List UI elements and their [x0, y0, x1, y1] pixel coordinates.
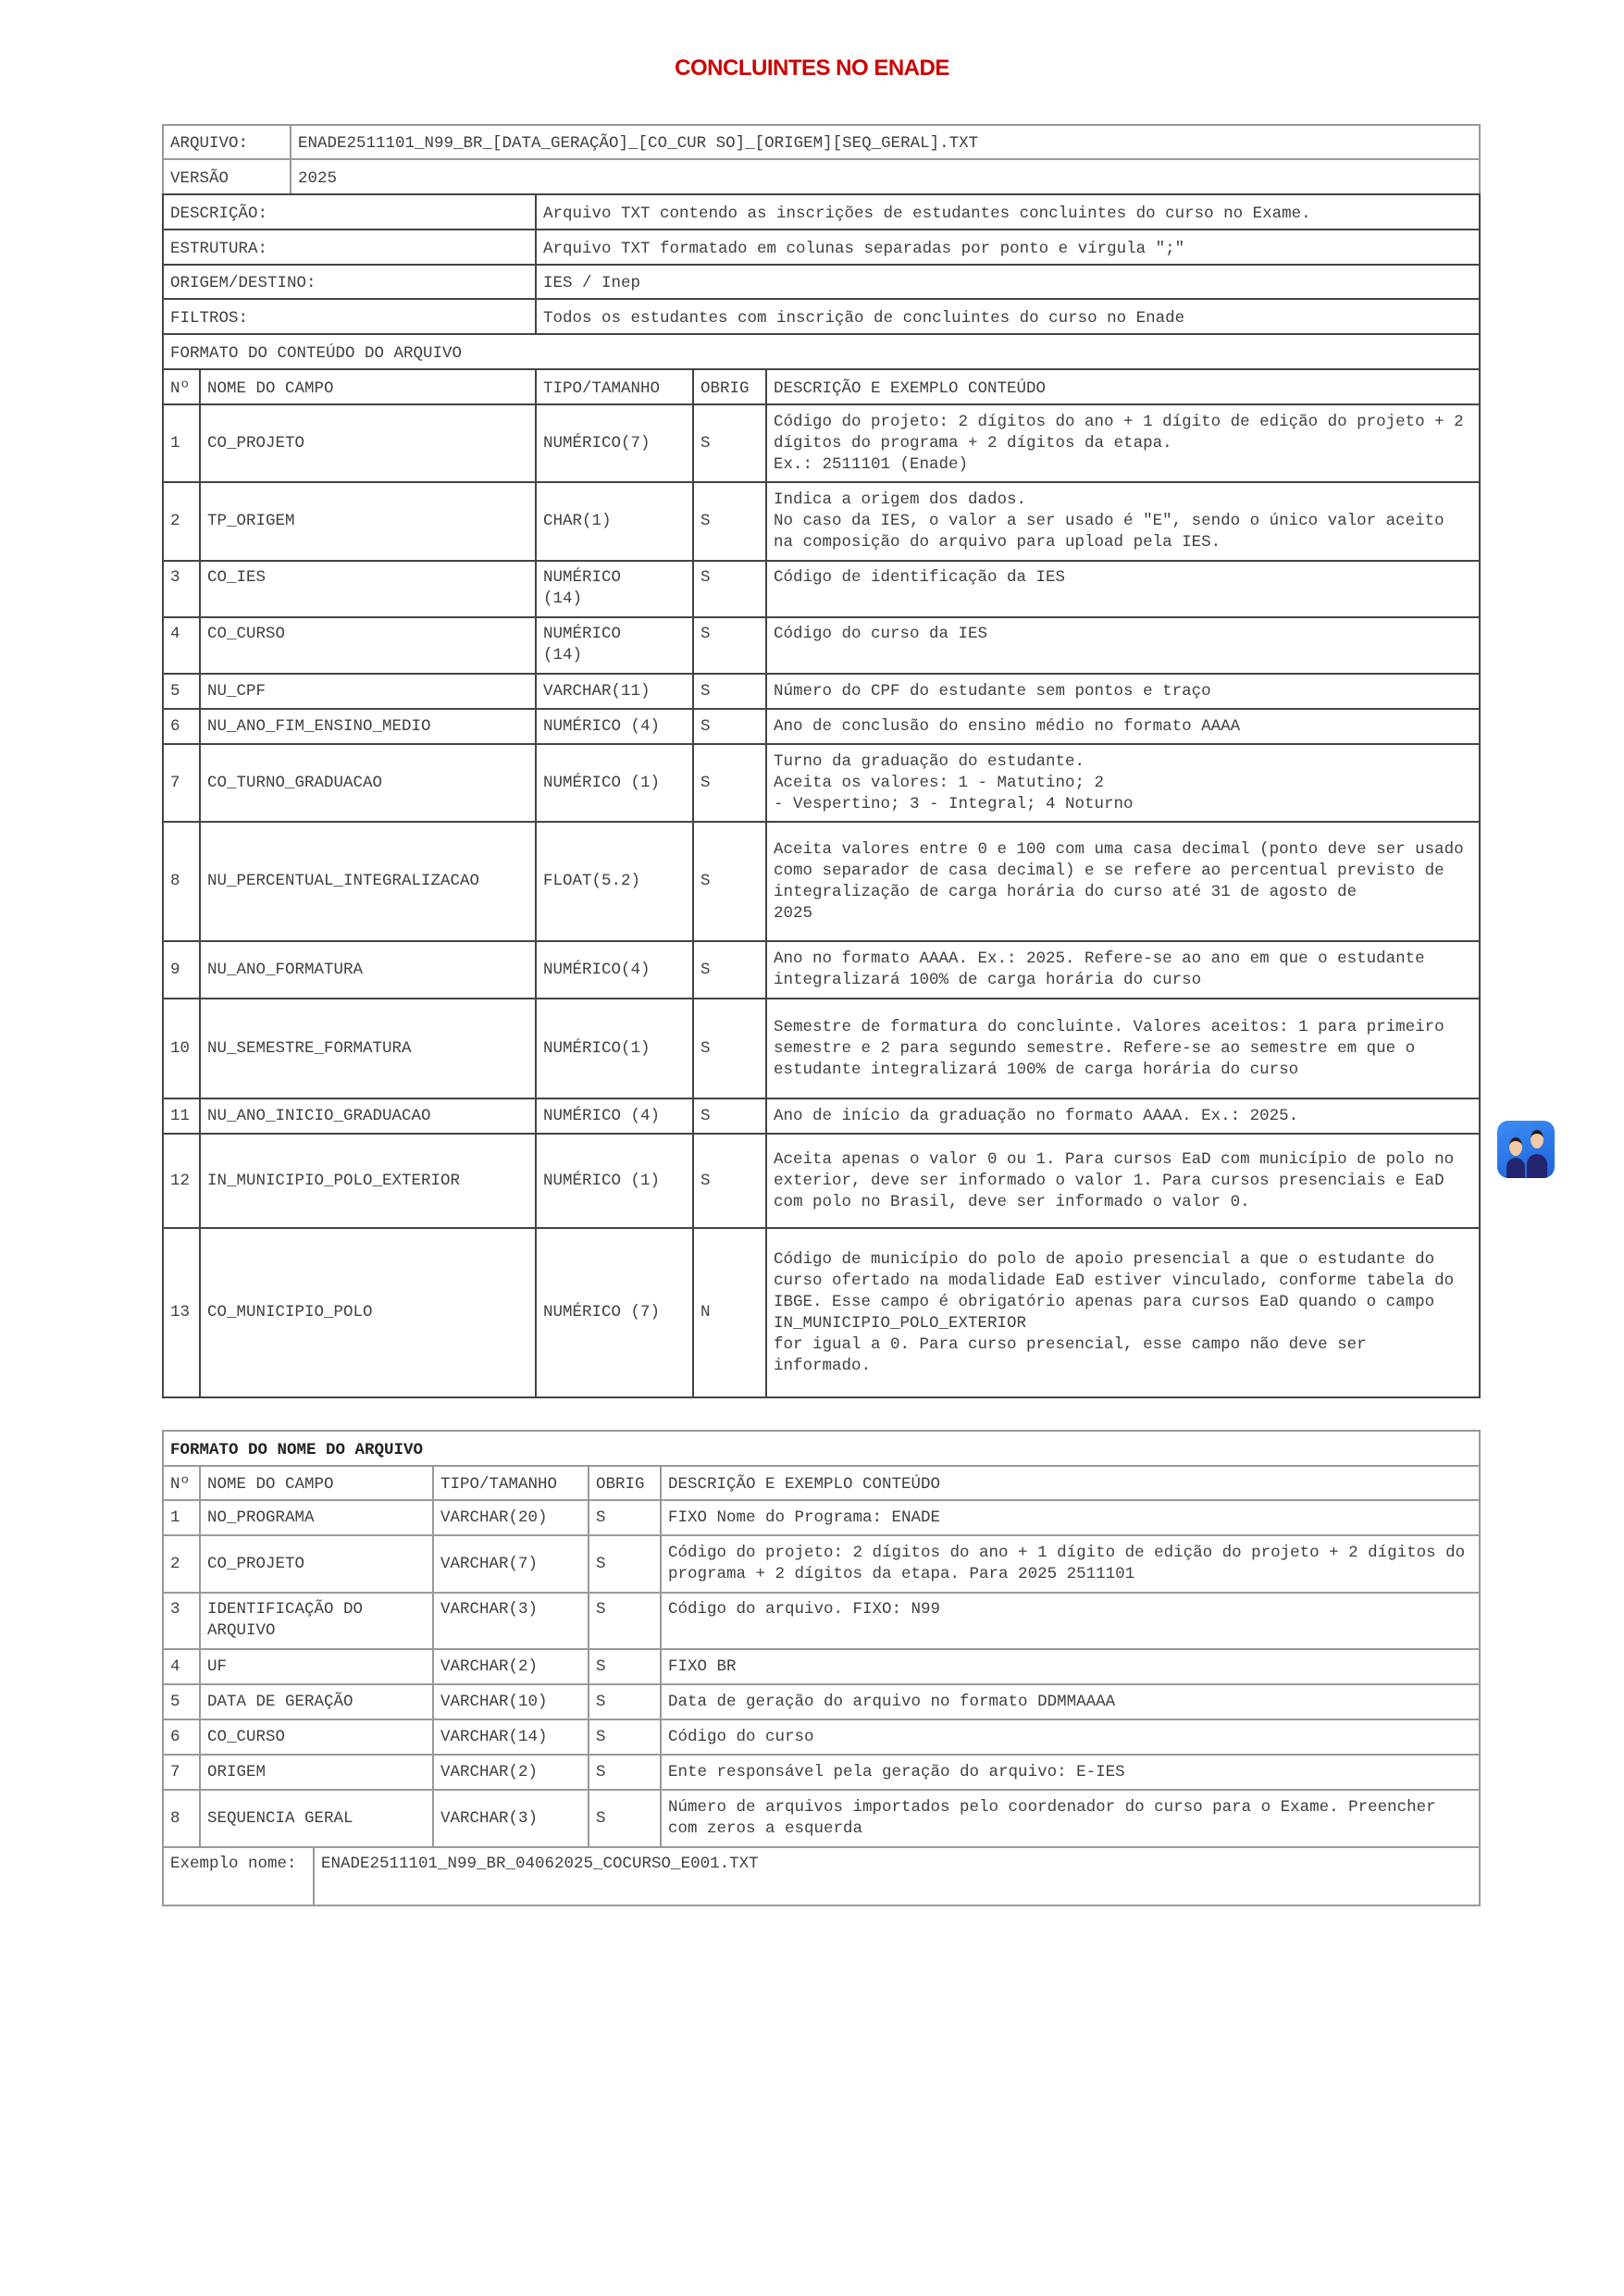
field-required: N — [693, 1228, 766, 1397]
filtros-row — [163, 299, 1480, 334]
field-required: S — [693, 999, 766, 1098]
filename-section-title-row — [163, 1431, 1480, 1466]
field-number: 4 — [163, 1649, 200, 1684]
field-description: Código do projeto: 2 dígitos do ano + 1 dígito de edição do projeto + 2 dígitos do programa + 2 dígitos da etapa. Para 2025 2511101 — [661, 1535, 1480, 1593]
avatar-head-2 — [1531, 1130, 1543, 1148]
field-number: 2 — [163, 482, 200, 561]
field-description: Código de município do polo de apoio presencial a que o estudante do curso ofertado na modalidade EaD estiver vinculado, conforme tabela do IBGE. Esse campo é obrigatório apenas para cursos EaD quando o campo IN_MUNICIPIO_POLO_EXTERIOR for igual a 0. Para curso presencial, esse campo não deve ser informado. — [766, 1228, 1480, 1397]
field-type: NUMÉRICO (14) — [536, 617, 693, 674]
field-type: VARCHAR(10) — [433, 1684, 589, 1719]
field-type: NUMÉRICO (1) — [536, 1134, 693, 1228]
page-title: CONCLUINTES NO ENADE — [675, 56, 949, 81]
field-description: FIXO BR — [661, 1649, 1480, 1684]
filename-field-row — [163, 1719, 1480, 1755]
descricao-label: DESCRIÇÃO: — [163, 194, 536, 230]
field-row — [163, 709, 1480, 744]
field-number: 8 — [163, 1790, 200, 1847]
field-type: VARCHAR(14) — [433, 1719, 589, 1755]
field-description: Ano de início da graduação no formato AAAA. Ex.: 2025. — [766, 1098, 1480, 1134]
field-description: Código do curso — [661, 1719, 1480, 1755]
origem-value: IES / Inep — [536, 265, 1480, 299]
field-type: NUMÉRICO (14) — [536, 561, 693, 617]
avatar-figure-1 — [1506, 1158, 1525, 1178]
field-number: 1 — [163, 404, 200, 482]
field-type: VARCHAR(11) — [536, 674, 693, 709]
filename-field-row — [163, 1500, 1480, 1535]
field-required: S — [589, 1790, 661, 1847]
filtros-value: Todos os estudantes com inscrição de concluintes do curso no Enade — [536, 299, 1480, 334]
example-label: Exemplo nome: — [163, 1847, 314, 1905]
avatar-head-1 — [1509, 1137, 1522, 1156]
field-name: CO_TURNO_GRADUACAO — [200, 744, 536, 822]
field-name: CO_PROJETO — [200, 404, 536, 482]
estrutura-row — [163, 230, 1480, 265]
field-name: NU_SEMESTRE_FORMATURA — [200, 999, 536, 1098]
field-row — [163, 404, 1480, 482]
col-header-n: Nº — [163, 1466, 200, 1500]
field-type: VARCHAR(20) — [433, 1500, 589, 1535]
field-name: ORIGEM — [200, 1755, 433, 1790]
field-required: S — [693, 1134, 766, 1228]
field-type: NUMÉRICO (1) — [536, 744, 693, 822]
estrutura-value: Arquivo TXT formatado em colunas separadas por ponto e vírgula ";" — [536, 230, 1480, 265]
field-name: CO_CURSO — [200, 1719, 433, 1755]
filename-field-row — [163, 1535, 1480, 1593]
field-type: NUMÉRICO(1) — [536, 999, 693, 1098]
filename-header-row — [163, 1466, 1480, 1500]
field-name: CO_MUNICIPIO_POLO — [200, 1228, 536, 1397]
field-row — [163, 999, 1480, 1098]
field-name: DATA DE GERAÇÃO — [200, 1684, 433, 1719]
field-number: 8 — [163, 822, 200, 941]
field-required: S — [693, 674, 766, 709]
field-name: NU_ANO_FORMATURA — [200, 941, 536, 999]
field-description: Indica a origem dos dados. No caso da IES, o valor a ser usado é "E", sendo o único valor aceito na composição do arquivo para upload pela IES. — [766, 482, 1480, 561]
field-description: Ano de conclusão do ensino médio no formato AAAA — [766, 709, 1480, 744]
field-type: CHAR(1) — [536, 482, 693, 561]
content-format-table — [162, 193, 1481, 1398]
field-number: 2 — [163, 1535, 200, 1593]
field-number: 6 — [163, 709, 200, 744]
content-section-title: FORMATO DO CONTEÚDO DO ARQUIVO — [163, 334, 1480, 369]
filtros-label: FILTROS: — [163, 299, 536, 334]
field-type: NUMÉRICO (4) — [536, 709, 693, 744]
field-number: 10 — [163, 999, 200, 1098]
field-row — [163, 482, 1480, 561]
field-number: 9 — [163, 941, 200, 999]
col-header-obrig: OBRIG — [589, 1466, 661, 1500]
field-type: VARCHAR(2) — [433, 1649, 589, 1684]
filename-field-row — [163, 1790, 1480, 1847]
field-number: 5 — [163, 1684, 200, 1719]
field-row — [163, 1228, 1480, 1397]
field-required: S — [589, 1500, 661, 1535]
versao-row — [163, 159, 1480, 194]
field-description: Número de arquivos importados pelo coordenador do curso para o Exame. Preencher com zeros a esquerda — [661, 1790, 1480, 1847]
field-number: 3 — [163, 561, 200, 617]
filename-field-row — [163, 1755, 1480, 1790]
field-number: 6 — [163, 1719, 200, 1755]
filename-field-row — [163, 1684, 1480, 1719]
field-description: Turno da graduação do estudante. Aceita os valores: 1 - Matutino; 2 - Vespertino; 3 - Integral; 4 Noturno — [766, 744, 1480, 822]
origem-row — [163, 265, 1480, 299]
field-description: Aceita valores entre 0 e 100 com uma casa decimal (ponto deve ser usado como separador de casa decimal) e se refere ao percentual previsto de integralização de carga horária do curso até 31 de agosto de 2025 — [766, 822, 1480, 941]
col-header-desc: DESCRIÇÃO E EXEMPLO CONTEÚDO — [766, 369, 1480, 404]
field-name: IN_MUNICIPIO_POLO_EXTERIOR — [200, 1134, 536, 1228]
field-name: NU_ANO_FIM_ENSINO_MEDIO — [200, 709, 536, 744]
field-type: VARCHAR(3) — [433, 1593, 589, 1649]
col-header-campo: NOME DO CAMPO — [200, 369, 536, 404]
field-description: Código do arquivo. FIXO: N99 — [661, 1593, 1480, 1649]
field-required: S — [589, 1719, 661, 1755]
field-type: NUMÉRICO (7) — [536, 1228, 693, 1397]
content-header-row — [163, 369, 1480, 404]
content-section-title-row — [163, 334, 1480, 369]
field-name: NU_PERCENTUAL_INTEGRALIZACAO — [200, 822, 536, 941]
field-row — [163, 1134, 1480, 1228]
field-name: TP_ORIGEM — [200, 482, 536, 561]
field-name: CO_CURSO — [200, 617, 536, 674]
field-required: S — [589, 1593, 661, 1649]
field-name: NU_CPF — [200, 674, 536, 709]
field-description: Semestre de formatura do concluinte. Valores aceitos: 1 para primeiro semestre e 2 para segundo semestre. Refere-se ao semestre em que o estudante integralizará 100% de carga horária do curso — [766, 999, 1480, 1098]
field-required: S — [693, 941, 766, 999]
field-description: Ente responsável pela geração do arquivo: E-IES — [661, 1755, 1480, 1790]
field-description: Ano no formato AAAA. Ex.: 2025. Refere-se ao ano em que o estudante integralizará 100% de carga horária do curso — [766, 941, 1480, 999]
field-number: 11 — [163, 1098, 200, 1134]
versao-label: VERSÃO — [163, 159, 291, 194]
field-row — [163, 617, 1480, 674]
field-description: Data de geração do arquivo no formato DDMMAAAA — [661, 1684, 1480, 1719]
field-number: 3 — [163, 1593, 200, 1649]
field-required: S — [693, 709, 766, 744]
field-name: CO_PROJETO — [200, 1535, 433, 1593]
field-row — [163, 1098, 1480, 1134]
field-required: S — [693, 404, 766, 482]
field-required: S — [693, 744, 766, 822]
field-description: Código do curso da IES — [766, 617, 1480, 674]
field-type: VARCHAR(7) — [433, 1535, 589, 1593]
field-type: VARCHAR(3) — [433, 1790, 589, 1847]
field-name: NU_ANO_INICIO_GRADUACAO — [200, 1098, 536, 1134]
arquivo-label: ARQUIVO: — [163, 125, 291, 159]
field-name: UF — [200, 1649, 433, 1684]
col-header-tipo: TIPO/TAMANHO — [536, 369, 693, 404]
field-type: NUMÉRICO (4) — [536, 1098, 693, 1134]
field-row — [163, 674, 1480, 709]
field-name: NO_PROGRAMA — [200, 1500, 433, 1535]
sign-language-avatar-icon[interactable] — [1497, 1121, 1555, 1178]
field-row — [163, 561, 1480, 617]
field-row — [163, 744, 1480, 822]
col-header-tipo: TIPO/TAMANHO — [433, 1466, 589, 1500]
descricao-row — [163, 194, 1480, 230]
field-number: 7 — [163, 744, 200, 822]
field-required: S — [589, 1755, 661, 1790]
example-row — [163, 1847, 1480, 1905]
field-description: Código de identificação da IES — [766, 561, 1480, 617]
field-required: S — [589, 1649, 661, 1684]
field-description: FIXO Nome do Programa: ENADE — [661, 1500, 1480, 1535]
field-required: S — [589, 1684, 661, 1719]
col-header-campo: NOME DO CAMPO — [200, 1466, 433, 1500]
descricao-value: Arquivo TXT contendo as inscrições de estudantes concluintes do curso no Exame. — [536, 194, 1480, 230]
filename-format-table — [162, 1430, 1481, 1906]
field-type: VARCHAR(2) — [433, 1755, 589, 1790]
field-number: 12 — [163, 1134, 200, 1228]
filename-section-title: FORMATO DO NOME DO ARQUIVO — [163, 1431, 1480, 1466]
field-name: IDENTIFICAÇÃO DO ARQUIVO — [200, 1593, 433, 1649]
example-value: ENADE2511101_N99_BR_04062025_COCURSO_E001.TXT — [314, 1847, 1480, 1905]
field-required: S — [693, 617, 766, 674]
field-required: S — [589, 1535, 661, 1593]
field-row — [163, 822, 1480, 941]
field-number: 7 — [163, 1755, 200, 1790]
field-name: SEQUENCIA GERAL — [200, 1790, 433, 1847]
file-info-table — [162, 124, 1481, 195]
field-number: 13 — [163, 1228, 200, 1397]
arquivo-row — [163, 125, 1480, 159]
field-description: Aceita apenas o valor 0 ou 1. Para cursos EaD com município de polo no exterior, deve ser informado o valor 1. Para cursos presenciais e EaD com polo no Brasil, deve ser informado o valor 0. — [766, 1134, 1480, 1228]
filename-field-row — [163, 1649, 1480, 1684]
estrutura-label: ESTRUTURA: — [163, 230, 536, 265]
col-header-n: Nº — [163, 369, 200, 404]
field-number: 1 — [163, 1500, 200, 1535]
field-required: S — [693, 1098, 766, 1134]
filename-field-row — [163, 1593, 1480, 1649]
field-description: Número do CPF do estudante sem pontos e traço — [766, 674, 1480, 709]
field-type: FLOAT(5.2) — [536, 822, 693, 941]
origem-label: ORIGEM/DESTINO: — [163, 265, 536, 299]
arquivo-value: ENADE2511101_N99_BR_[DATA_GERAÇÃO]_[CO_CUR SO]_[ORIGEM][SEQ_GERAL].TXT — [291, 125, 1480, 159]
field-type: NUMÉRICO(4) — [536, 941, 693, 999]
field-description: Código do projeto: 2 dígitos do ano + 1 dígito de edição do projeto + 2 dígitos do programa + 2 dígitos da etapa. Ex.: 2511101 (Enade) — [766, 404, 1480, 482]
field-number: 4 — [163, 617, 200, 674]
col-header-obrig: OBRIG — [693, 369, 766, 404]
field-required: S — [693, 822, 766, 941]
field-number: 5 — [163, 674, 200, 709]
field-row — [163, 941, 1480, 999]
versao-value: 2025 — [291, 159, 1480, 194]
field-required: S — [693, 561, 766, 617]
avatar-figure-2 — [1527, 1154, 1547, 1178]
field-name: CO_IES — [200, 561, 536, 617]
field-type: NUMÉRICO(7) — [536, 404, 693, 482]
col-header-desc: DESCRIÇÃO E EXEMPLO CONTEÚDO — [661, 1466, 1480, 1500]
field-required: S — [693, 482, 766, 561]
